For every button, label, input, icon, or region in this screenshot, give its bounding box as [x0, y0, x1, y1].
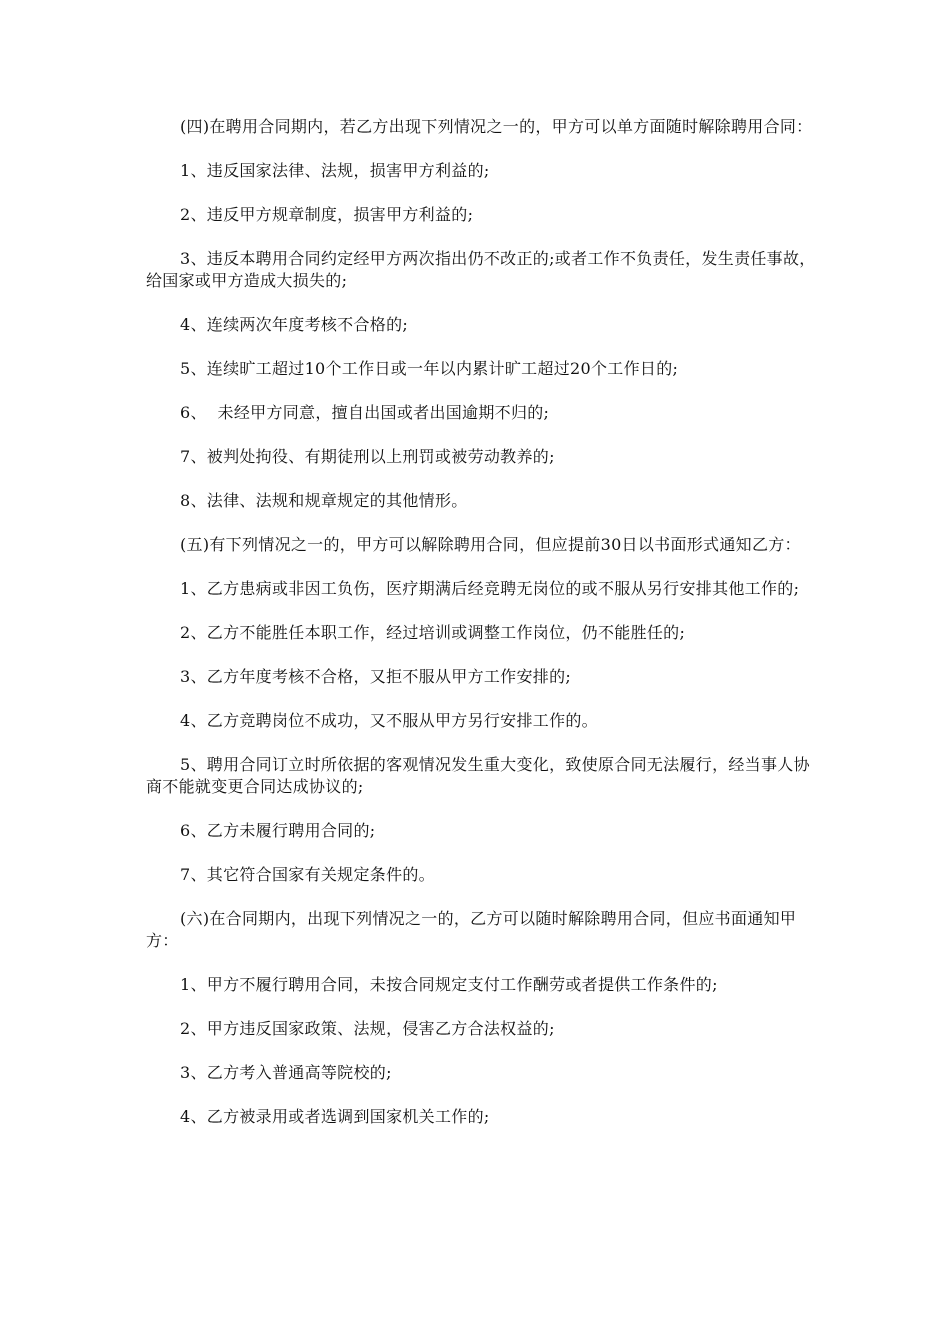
list-item: 1、甲方不履行聘用合同，未按合同规定支付工作酬劳或者提供工作条件的; — [180, 975, 718, 994]
list-item: 2、甲方违反国家政策、法规，侵害乙方合法权益的; — [180, 1019, 555, 1038]
list-item: 5、连续旷工超过10个工作日或一年以内累计旷工超过20个工作日的; — [180, 359, 679, 378]
list-item: 7、被判处拘役、有期徒刑以上刑罚或被劳动教养的; — [180, 447, 555, 466]
section-six-heading: (六)在合同期内，出现下列情况之一的，乙方可以随时解除聘用合同，但应书面通知甲方： — [146, 909, 797, 950]
section-four-heading: (四)在聘用合同期内，若乙方出现下列情况之一的，甲方可以单方面随时解除聘用合同： — [180, 117, 813, 136]
list-item: 7、其它符合国家有关规定条件的。 — [180, 865, 435, 884]
list-item: 6、 未经甲方同意，擅自出国或者出国逾期不归的; — [180, 403, 550, 422]
list-item: 4、乙方竞聘岗位不成功，又不服从甲方另行安排工作的。 — [180, 711, 598, 730]
list-item: 2、违反甲方规章制度，损害甲方利益的; — [180, 205, 474, 224]
list-item: 1、违反国家法律、法规，损害甲方利益的; — [180, 161, 490, 180]
list-item: 2、乙方不能胜任本职工作，经过培训或调整工作岗位，仍不能胜任的; — [180, 623, 686, 642]
list-item: 6、乙方未履行聘用合同的; — [180, 821, 376, 840]
list-item: 8、法律、法规和规章规定的其他情形。 — [180, 491, 468, 510]
section-five-heading: (五)有下列情况之一的，甲方可以解除聘用合同，但应提前30日以书面形式通知乙方： — [180, 535, 801, 554]
list-item: 5、聘用合同订立时所依据的客观情况发生重大变化，致使原合同无法履行，经当事人协商不能就变更合同达成协议的; — [146, 755, 810, 796]
list-item: 3、乙方年度考核不合格，又拒不服从甲方工作安排的; — [180, 667, 572, 686]
list-item: 4、乙方被录用或者选调到国家机关工作的; — [180, 1107, 490, 1126]
list-item: 4、连续两次年度考核不合格的; — [180, 315, 409, 334]
document-body — [146, 116, 818, 1150]
list-item: 3、乙方考入普通高等院校的; — [180, 1063, 392, 1082]
list-item: 1、乙方患病或非因工负伤，医疗期满后经竞聘无岗位的或不服从另行安排其他工作的; — [180, 579, 800, 598]
list-item: 3、违反本聘用合同约定经甲方两次指出仍不改正的;或者工作不负责任，发生责任事故，给国家或甲方造成大损失的; — [146, 249, 816, 290]
